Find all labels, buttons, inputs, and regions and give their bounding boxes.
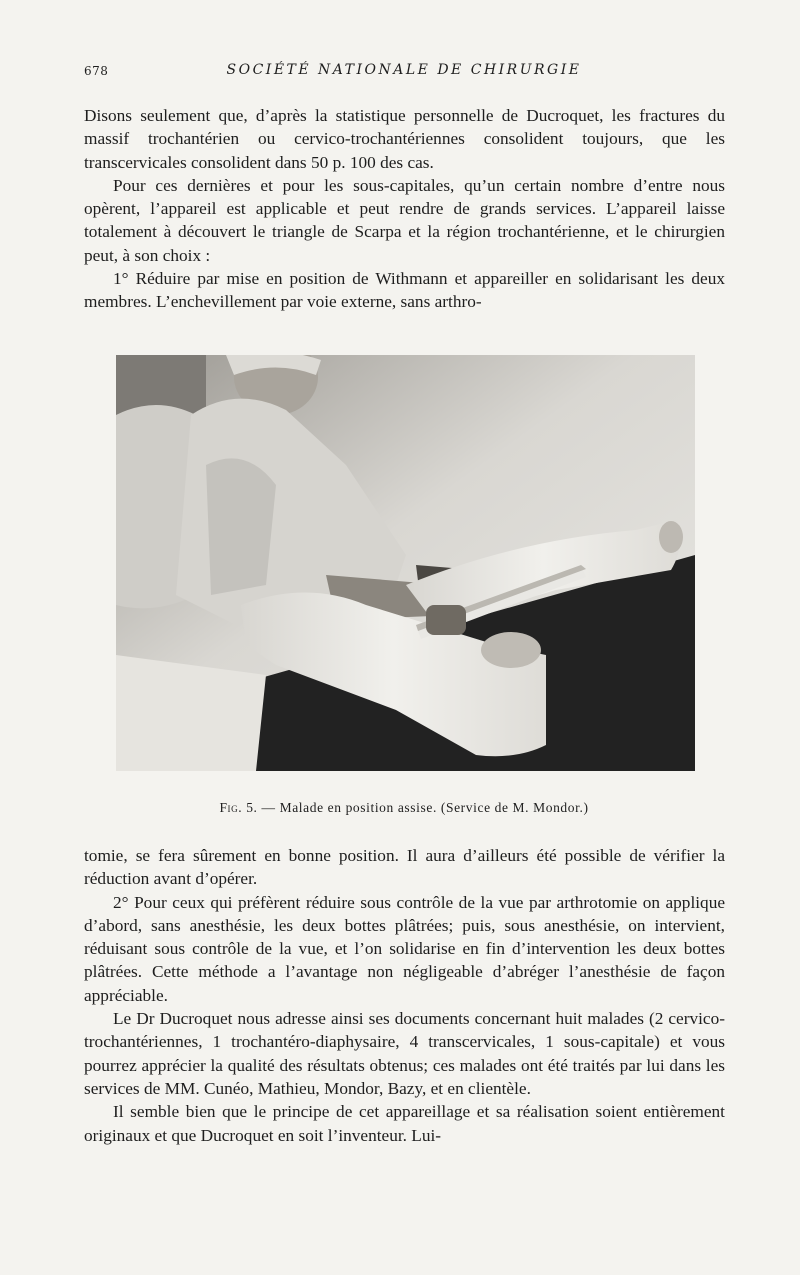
figure-caption-text: — Malade en position assise. (Service de M. Mondor.) bbox=[261, 800, 589, 815]
page-number: 678 bbox=[84, 64, 109, 78]
paragraph: Pour ces dernières et pour les sous-capitales, qu’un certain nombre d’entre nous opèrent, l’appareil est applicable et peut rendre de grands services. L’appareil laisse totalement à découvert le triangle de Scarpa et la région trochantérienne, et le chirurgien peut, à son choix : bbox=[84, 175, 725, 265]
figure-label: Fig. 5. bbox=[219, 800, 258, 815]
figure-caption bbox=[84, 800, 724, 816]
body-text-top bbox=[84, 104, 725, 314]
figure-photograph bbox=[116, 355, 695, 771]
body-text-bottom bbox=[84, 844, 725, 1147]
page-header bbox=[84, 60, 724, 84]
patient-photo bbox=[116, 355, 695, 771]
paragraph: Le Dr Ducroquet nous adresse ainsi ses documents concernant huit malades (2 cervico-trochantériennes, 1 trochantéro-diaphysaire, 4 transcervicales, 1 sous-capitale) et vous pourrez apprécier la qualité des résultats obtenus; ces malades ont été traités par lui dans les services de MM. Cunéo, Mathieu, Mondor, Bazy, et en clientèle. bbox=[84, 1009, 725, 1098]
paragraph: Il semble bien que le principe de cet appareillage et sa réalisation soient entièrement originaux et que Ducroquet en soit l’inventeur. Lui- bbox=[84, 1102, 725, 1145]
paragraph: tomie, se fera sûrement en bonne position. Il aura d’ailleurs été possible de vérifier la réduction avant d’opérer. bbox=[84, 846, 725, 889]
paragraph: Disons seulement que, d’après la statistique personnelle de Ducroquet, les fractures du massif trochantérien ou cervico-trochantériennes consolident toujours, que les transcervicales consolident dans 50 p. 100 des cas. bbox=[84, 106, 725, 172]
running-head: SOCIÉTÉ NATIONALE DE CHIRURGIE bbox=[226, 62, 582, 78]
paragraph: 2° Pour ceux qui préfèrent réduire sous contrôle de la vue par arthrotomie on applique d’abord, sans anesthésie, les deux bottes plâtrées; puis, sous anesthésie, on intervient, réduisant sous contrôle de la vue, et l’on solidarise en fin d’intervention les deux bottes plâtrées. Cette méthode a l’avantage non négligeable d’abréger l’anesthésie de façon appréciable. bbox=[84, 892, 725, 1005]
paragraph: 1° Réduire par mise en position de Withmann et appareiller en solidarisant les deux membres. L’enchevillement par voie externe, sans arthro- bbox=[84, 269, 725, 312]
